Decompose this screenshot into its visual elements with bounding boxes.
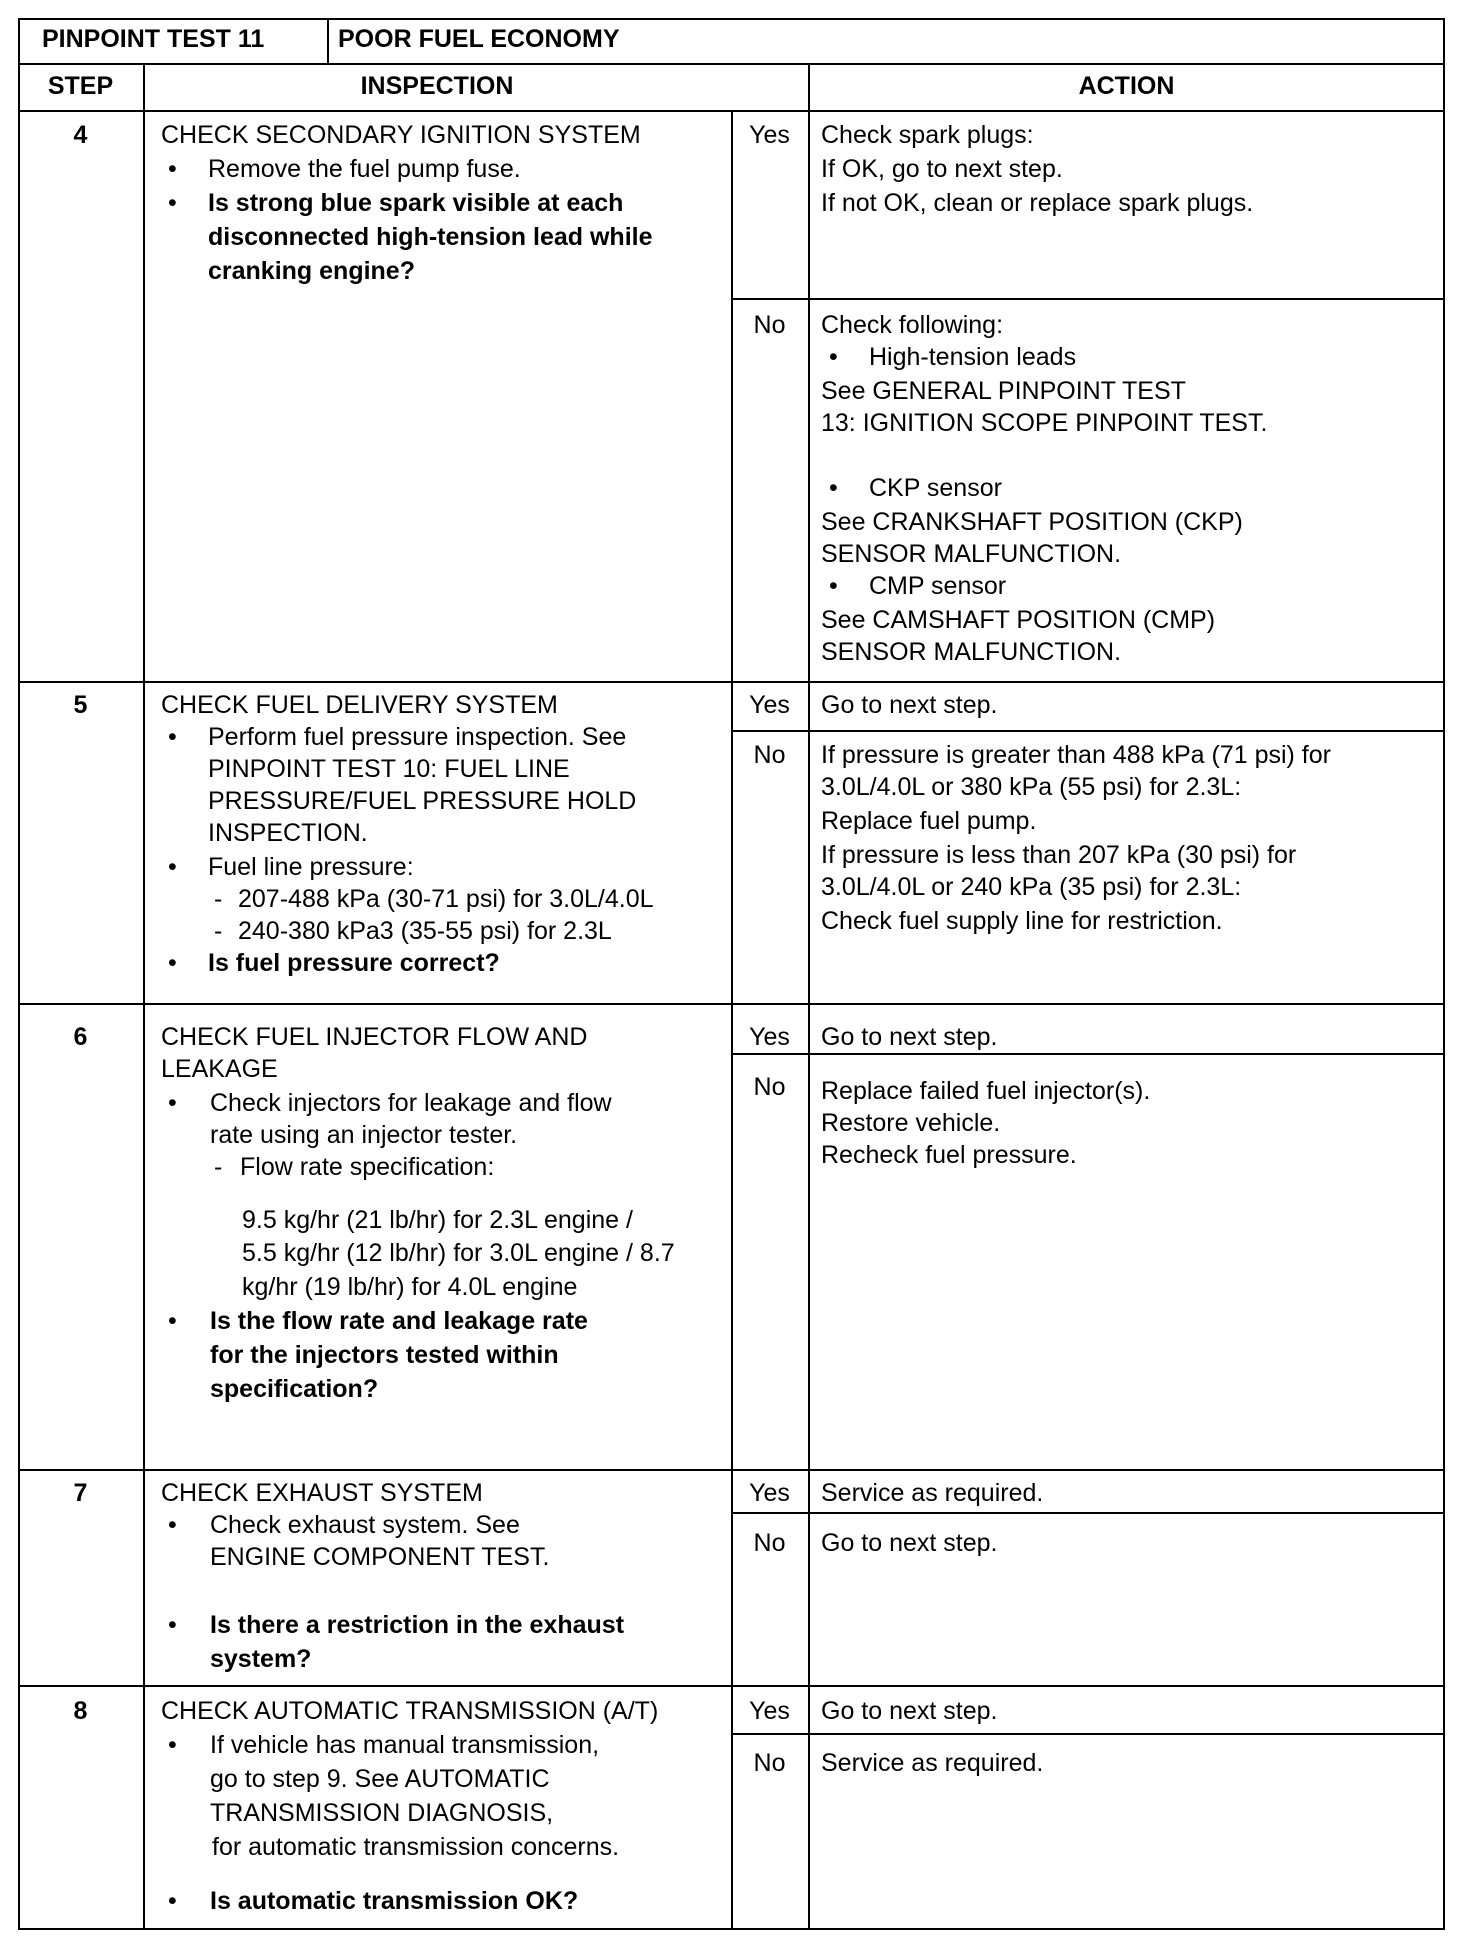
inspection-text: Perform fuel pressure inspection. See: [208, 723, 627, 751]
test-title: POOR FUEL ECONOMY: [338, 25, 620, 53]
action-text: If OK, go to next step.: [821, 155, 1063, 183]
inspection-question: cranking engine?: [208, 257, 415, 285]
step-4-yes-no-divider: [731, 298, 1445, 300]
step-title: CHECK FUEL INJECTOR FLOW AND: [161, 1023, 588, 1051]
bullet: •: [168, 155, 177, 183]
flow-rate-spec: kg/hr (19 lb/hr) for 4.0L engine: [242, 1273, 578, 1301]
inspection-question: specification?: [210, 1375, 379, 1403]
step-4-bottom: [18, 681, 1445, 683]
no-label: No: [753, 1749, 786, 1777]
flow-rate-spec: 9.5 kg/hr (21 lb/hr) for 2.3L engine /: [242, 1206, 633, 1234]
action-text: 13: IGNITION SCOPE PINPOINT TEST.: [821, 409, 1268, 437]
step-title: CHECK AUTOMATIC TRANSMISSION (A/T): [161, 1697, 659, 1725]
step-number: 4: [73, 121, 88, 149]
bullet: •: [829, 343, 838, 371]
title-row-bottom: [18, 63, 1445, 65]
dash: -: [214, 1153, 223, 1181]
action-text: Replace fuel pump.: [821, 807, 1037, 835]
inspection-text: Fuel line pressure:: [208, 853, 414, 881]
bullet: •: [168, 1307, 177, 1335]
yes-label: Yes: [749, 121, 790, 149]
inspection-text: 240-380 kPa3 (35-55 psi) for 2.3L: [238, 917, 612, 945]
action-text: CMP sensor: [869, 572, 1007, 600]
no-label: No: [753, 311, 786, 339]
pinpoint-test-table: [18, 18, 1445, 1930]
step-column-divider: [143, 63, 145, 1930]
bullet: •: [168, 853, 177, 881]
action-text: 3.0L/4.0L or 380 kPa (55 psi) for 2.3L:: [821, 773, 1242, 801]
step-number: 6: [73, 1023, 88, 1051]
yes-label: Yes: [749, 1479, 790, 1507]
action-text: If pressure is less than 207 kPa (30 psi) for: [821, 841, 1297, 869]
inspection-text: TRANSMISSION DIAGNOSIS,: [210, 1799, 554, 1827]
bullet: •: [168, 189, 177, 217]
table-border-left: [18, 18, 20, 1930]
action-text: Go to next step.: [821, 1697, 998, 1725]
action-text: Service as required.: [821, 1749, 1044, 1777]
inspection-text: ENGINE COMPONENT TEST.: [210, 1543, 550, 1571]
action-text: Recheck fuel pressure.: [821, 1141, 1077, 1169]
bullet: •: [168, 1731, 177, 1759]
dash: -: [214, 917, 223, 945]
action-text: Check following:: [821, 311, 1004, 339]
action-text: CKP sensor: [869, 474, 1002, 502]
inspection-text: rate using an injector tester.: [210, 1121, 518, 1149]
inspection-text: go to step 9. See AUTOMATIC: [210, 1765, 550, 1793]
inspection-question: Is there a restriction in the exhaust: [210, 1611, 625, 1639]
step-number: 5: [73, 691, 88, 719]
column-header-inspection: INSPECTION: [360, 72, 514, 100]
action-text: See CRANKSHAFT POSITION (CKP): [821, 508, 1243, 536]
inspection-question: Is strong blue spark visible at each: [208, 189, 624, 217]
step-number: 8: [73, 1697, 88, 1725]
action-text: Go to next step.: [821, 1529, 998, 1557]
inspection-text: Flow rate specification:: [240, 1153, 495, 1181]
test-id: PINPOINT TEST 11: [42, 25, 265, 53]
yes-label: Yes: [749, 1697, 790, 1725]
bullet: •: [168, 949, 177, 977]
no-label: No: [753, 741, 786, 769]
action-text: Go to next step.: [821, 1023, 998, 1051]
bullet: •: [168, 723, 177, 751]
action-text: See CAMSHAFT POSITION (CMP): [821, 606, 1216, 634]
step-5-yes-no-divider: [731, 730, 1445, 732]
table-border-top: [18, 18, 1445, 20]
step-title: CHECK SECONDARY IGNITION SYSTEM: [161, 121, 641, 149]
dash: -: [214, 885, 223, 913]
action-text: SENSOR MALFUNCTION.: [821, 638, 1122, 666]
column-header-step: STEP: [47, 72, 114, 100]
action-text: Check fuel supply line for restriction.: [821, 907, 1223, 935]
step-8-yes-no-divider: [731, 1733, 1445, 1735]
inspection-text: PINPOINT TEST 10: FUEL LINE: [208, 755, 570, 783]
flow-rate-spec: 5.5 kg/hr (12 lb/hr) for 3.0L engine / 8.7: [242, 1239, 675, 1267]
bullet: •: [168, 1611, 177, 1639]
inspection-question: for the injectors tested within: [210, 1341, 559, 1369]
bullet: •: [168, 1511, 177, 1539]
yes-label: Yes: [749, 691, 790, 719]
inspection-text: for automatic transmission concerns.: [212, 1833, 620, 1861]
action-text: Service as required.: [821, 1479, 1044, 1507]
action-text: Replace failed fuel injector(s).: [821, 1077, 1151, 1105]
action-column-divider: [808, 63, 810, 1930]
bullet: •: [168, 1887, 177, 1915]
step-number: 7: [73, 1479, 88, 1507]
step-title: CHECK EXHAUST SYSTEM: [161, 1479, 483, 1507]
table-border-right: [1443, 18, 1445, 1930]
action-text: SENSOR MALFUNCTION.: [821, 540, 1122, 568]
no-label: No: [753, 1073, 786, 1101]
step-7-yes-no-divider: [731, 1512, 1445, 1514]
inspection-text: INSPECTION.: [208, 819, 368, 847]
step-title: CHECK FUEL DELIVERY SYSTEM: [161, 691, 558, 719]
inspection-question: Is automatic transmission OK?: [210, 1887, 579, 1915]
yes-label: Yes: [749, 1023, 790, 1051]
action-text: 3.0L/4.0L or 240 kPa (35 psi) for 2.3L:: [821, 873, 1242, 901]
inspection-text: Check injectors for leakage and flow: [210, 1089, 612, 1117]
step-5-bottom: [18, 1003, 1445, 1005]
action-text: If not OK, clean or replace spark plugs.: [821, 189, 1254, 217]
action-text: Restore vehicle.: [821, 1109, 1001, 1137]
inspection-text: Remove the fuel pump fuse.: [208, 155, 521, 183]
action-text: See GENERAL PINPOINT TEST: [821, 377, 1186, 405]
title-divider: [327, 18, 329, 63]
action-text: Check spark plugs:: [821, 121, 1034, 149]
no-label: No: [753, 1529, 786, 1557]
step-title: LEAKAGE: [161, 1055, 278, 1083]
action-text: Go to next step.: [821, 691, 998, 719]
bullet: •: [168, 1089, 177, 1117]
step-6-bottom: [18, 1469, 1445, 1471]
action-text: If pressure is greater than 488 kPa (71 psi) for: [821, 741, 1331, 769]
inspection-question: disconnected high-tension lead while: [208, 223, 653, 251]
inspection-question: Is fuel pressure correct?: [208, 949, 500, 977]
step-7-bottom: [18, 1685, 1445, 1687]
inspection-question: Is the flow rate and leakage rate: [210, 1307, 588, 1335]
action-text: High-tension leads: [869, 343, 1077, 371]
bullet: •: [829, 474, 838, 502]
inspection-text: 207-488 kPa (30-71 psi) for 3.0L/4.0L: [238, 885, 654, 913]
inspection-text: If vehicle has manual transmission,: [210, 1731, 600, 1759]
inspection-text: PRESSURE/FUEL PRESSURE HOLD: [208, 787, 637, 815]
inspection-text: Check exhaust system. See: [210, 1511, 520, 1539]
bullet: •: [829, 572, 838, 600]
column-header-action: ACTION: [1078, 72, 1175, 100]
inspection-question: system?: [210, 1645, 312, 1673]
